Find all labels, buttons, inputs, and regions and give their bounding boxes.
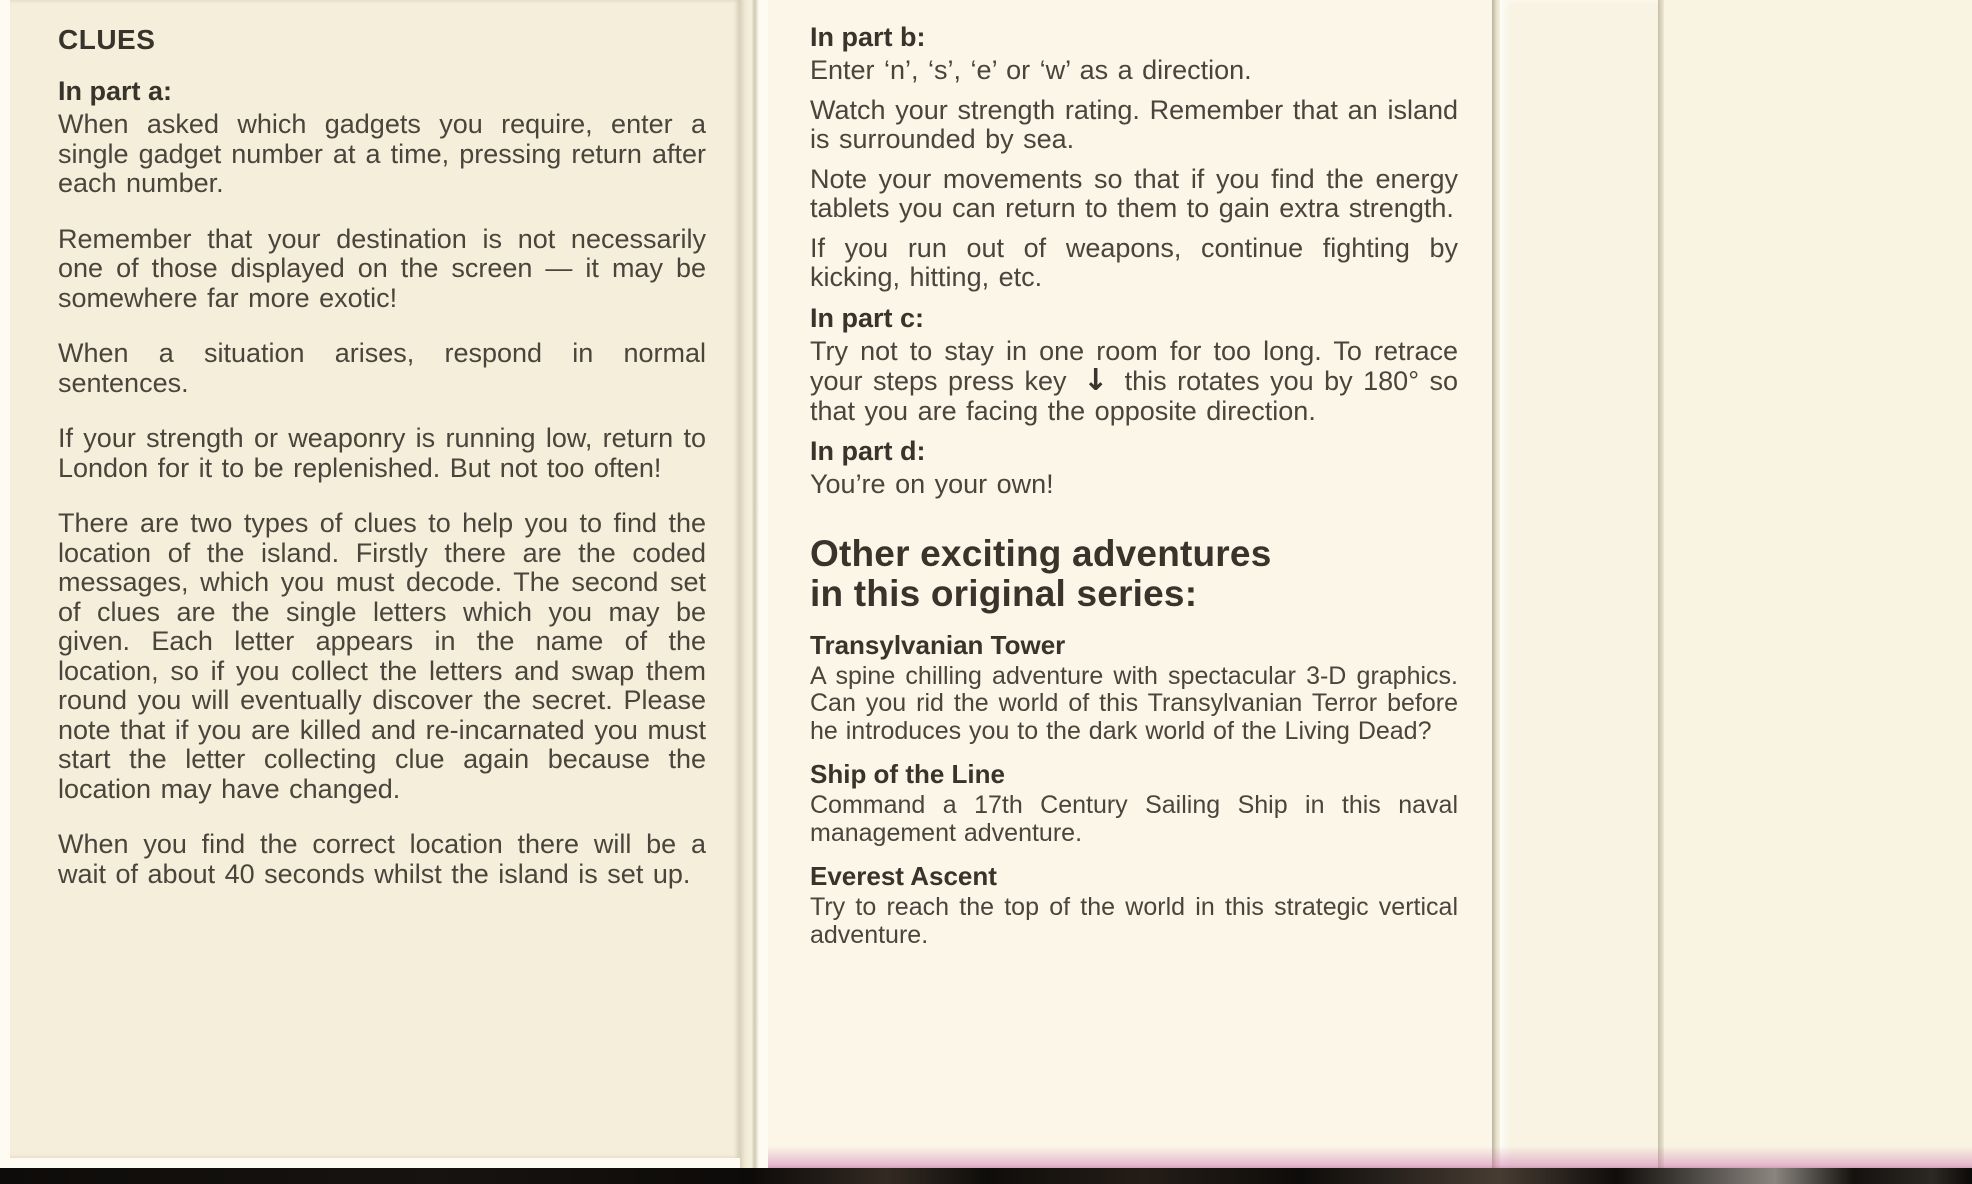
part-a-heading: In part a:	[58, 76, 173, 106]
blank-flap-panel	[1500, 0, 1658, 1170]
instruction-text-before: Try not to stay in one room for too long. To retrace your steps press key	[810, 335, 1458, 396]
other-adventures-heading	[810, 534, 1458, 614]
scan-bottom-strip	[0, 1168, 1972, 1184]
part-d-heading: In part d:	[810, 436, 926, 466]
adventure-description: Command a 17th Century Sailing Ship in this naval management adventure.	[810, 791, 1458, 847]
blank-right-panel	[1664, 0, 1972, 1170]
center-text-column	[810, 22, 1458, 949]
instruction: Enter ‘n’, ‘s’, ‘e’ or ‘w’ as a direction.	[810, 55, 1252, 85]
paragraph: When a situation arises, respond in normal sentences.	[58, 338, 706, 398]
part-c-heading: In part c:	[810, 302, 925, 333]
heading-line: in this original series:	[810, 572, 1198, 614]
paragraph: When you find the correct location there will be a wait of about 40 seconds whilst the island is set up.	[58, 829, 706, 889]
instruction: Watch your strength rating. Remember that an island is surrounded by sea.	[810, 94, 1458, 154]
fold-gutter	[740, 0, 768, 1184]
adventure-title: Everest Ascent	[810, 861, 997, 891]
instruction: If you run out of weapons, continue fighting by kicking, hitting, etc.	[810, 232, 1458, 292]
clues-title: CLUES	[58, 24, 156, 55]
adventure-description: Try to reach the top of the world in this strategic vertical adventure.	[810, 893, 1458, 949]
left-text-column	[58, 24, 706, 915]
paragraph: Remember that your destination is not necessarily one of those displayed on the screen — it may be somewhere far more exotic!	[58, 223, 706, 313]
center-panel	[768, 0, 1492, 1170]
left-panel	[0, 0, 740, 1170]
instruction-with-arrow	[810, 337, 1458, 427]
adventure-title: Ship of the Line	[810, 759, 1005, 789]
heading-line: Other exciting adventures	[810, 532, 1272, 574]
adventure-title: Transylvanian Tower	[810, 629, 1066, 660]
instruction: You’re on your own!	[810, 469, 1054, 499]
instruction: Note your movements so that if you find the energy tablets you can return to them to gain extra strength.	[810, 163, 1458, 223]
down-arrow-icon: ↓	[1083, 363, 1109, 398]
paragraph: There are two types of clues to help you to find the location of the island. Firstly there are the coded messages, which you must decode. The second set of clues are the single letters which you may be given. Each letter appears in the name of the location, so if you collect the letters and swap them round you will eventually discover the secret. Please note that if you are killed and re-incarnated you must start the letter collecting clue again because the location may have changed.	[58, 508, 706, 804]
instruction-text-after: this rotates you by 180° so that you are facing the opposite direction.	[810, 366, 1458, 426]
adventure-description: A spine chilling adventure with spectacular 3-D graphics. Can you rid the world of this Transylvanian Terror before he introduces you to the dark world of the Living Dead?	[810, 661, 1458, 745]
paragraph: When asked which gadgets you require, enter a single gadget number at a time, pressing return after each number.	[58, 109, 706, 198]
fold-line	[1492, 0, 1500, 1170]
paragraph: If your strength or weaponry is running low, return to London for it to be replenished. But not too often!	[58, 423, 706, 483]
part-b-heading: In part b:	[810, 22, 926, 52]
